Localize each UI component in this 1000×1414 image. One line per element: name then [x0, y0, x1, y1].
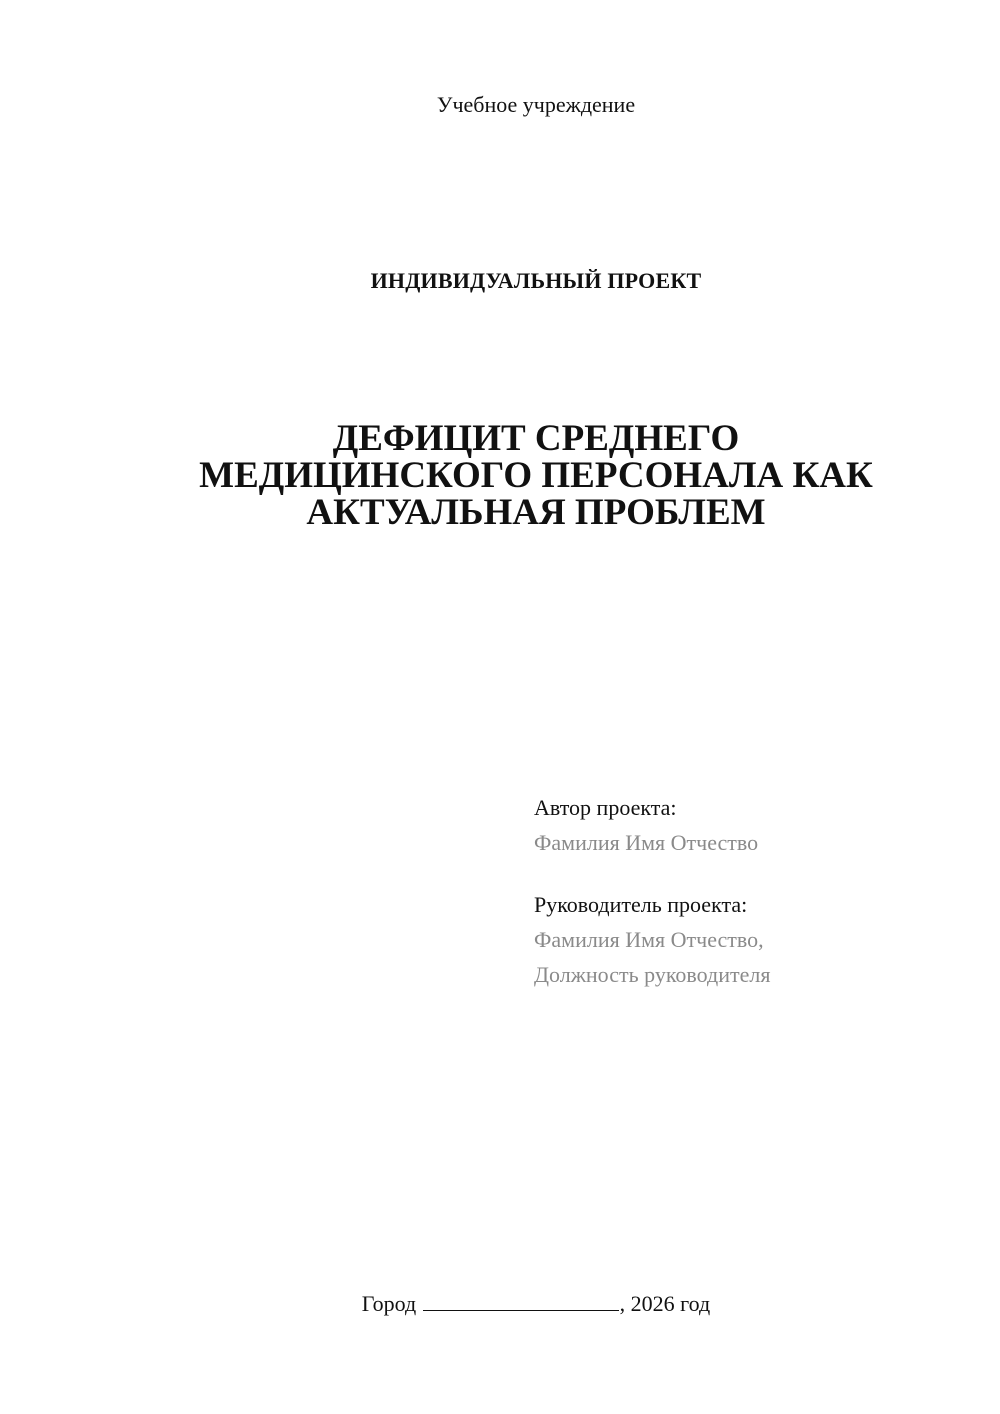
authors-spacer — [534, 860, 974, 887]
author-label: Автор проекта: — [534, 795, 677, 820]
city-label: Город — [361, 1291, 417, 1316]
supervisor-position: Должность руководителя — [534, 962, 771, 987]
project-type-heading: ИНДИВИДУАЛЬНЫЙ ПРОЕКТ — [370, 268, 702, 293]
project-title-line-1: ДЕФИЦИТ СРЕДНЕГО — [332, 418, 740, 459]
institution-name: Учебное учреждение — [436, 92, 636, 117]
authors-block — [534, 790, 974, 992]
supervisor-name: Фамилия Имя Отчество, — [534, 927, 764, 952]
project-title-line-2: МЕДИЦИНСКОГО ПЕРСОНАЛА КАК — [199, 455, 873, 496]
project-title-line-3: АКТУАЛЬНАЯ ПРОБЛЕМ — [306, 492, 766, 533]
supervisor-label: Руководитель проекта: — [534, 892, 748, 917]
project-title — [170, 420, 902, 531]
footer-city-year — [0, 1290, 1000, 1317]
year-text: , 2026 год — [619, 1291, 711, 1316]
author-name: Фамилия Имя Отчество — [534, 830, 759, 855]
city-blank-line — [423, 1290, 619, 1311]
